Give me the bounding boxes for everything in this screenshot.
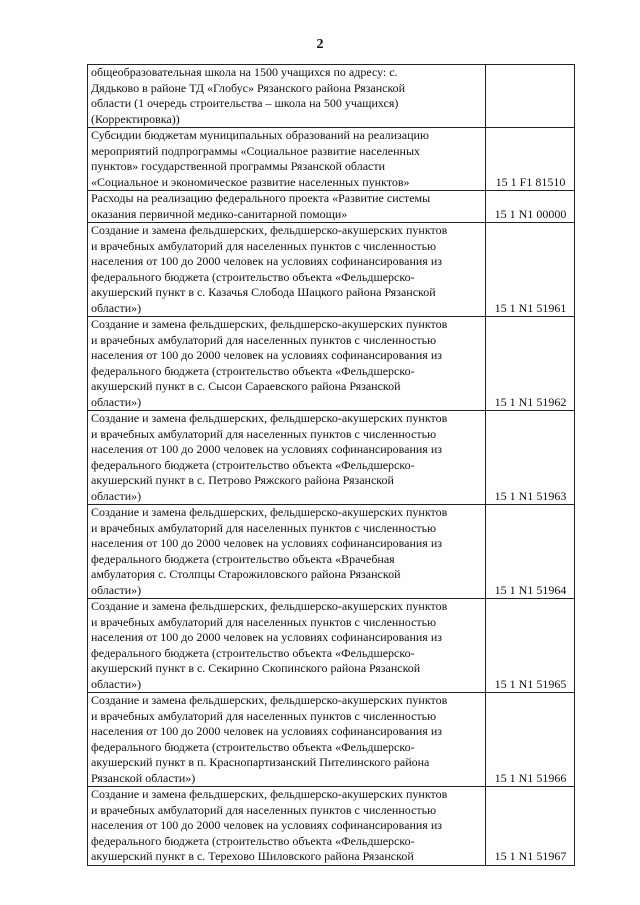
description-line: мероприятий подпрограммы «Социальное развитие населенных: [91, 143, 421, 158]
description-line: области»): [91, 582, 142, 597]
description-line: области»): [91, 676, 142, 691]
description-line: федерального бюджета (строительство объекта «Фельдшерско-: [91, 457, 415, 472]
description-line: (Корректировка)): [91, 111, 180, 126]
description-line: и врачебных амбулаторий для населенных пунктов с численностью: [91, 802, 437, 817]
description-line: населения от 100 до 2000 человек на условиях софинансирования из: [91, 630, 442, 644]
description-line: и врачебных амбулаторий для населенных пунктов с численностью: [91, 708, 437, 723]
description-line: федерального бюджета (строительство объекта «Врачебная: [91, 551, 395, 566]
description-line: Создание и замена фельдшерских, фельдшерско-акушерских пунктов: [91, 599, 448, 613]
table-row: [88, 223, 575, 317]
expense-description-cell: [88, 411, 486, 505]
description-line: Субсидии бюджетам муниципальных образований на реализацию: [91, 128, 429, 142]
description-line: акушерский пункт в с. Сысои Сараевского района Рязанской: [91, 379, 401, 393]
description-line: населения от 100 до 2000 человек на условиях софинансирования из: [91, 818, 442, 832]
budget-code-cell: 15 1 N1 51967: [486, 787, 575, 866]
budget-code-cell: [486, 65, 575, 128]
description-line: амбулатория с. Столпцы Старожиловского района Рязанской: [91, 567, 401, 581]
description-line: населения от 100 до 2000 человек на условиях софинансирования из: [91, 724, 442, 738]
description-line: Дядьково в районе ТД «Глобус» Рязанского района Рязанской: [91, 80, 406, 95]
description-line: и врачебных амбулаторий для населенных пунктов с численностью: [91, 332, 437, 347]
description-line: Расходы на реализацию федерального проекта «Развитие системы: [91, 191, 431, 205]
expense-description-cell: [88, 65, 486, 128]
description-line: Создание и замена фельдшерских, фельдшерско-акушерских пунктов: [91, 223, 448, 237]
description-line: Создание и замена фельдшерских, фельдшерско-акушерских пунктов: [91, 317, 448, 331]
budget-code-cell: 15 1 N1 51964: [486, 505, 575, 599]
description-line: акушерский пункт в с. Секирино Скопинского района Рязанской: [91, 661, 421, 675]
budget-code-cell: 15 1 N1 51961: [486, 223, 575, 317]
page-number: 2: [316, 37, 324, 52]
description-line: населения от 100 до 2000 человек на условиях софинансирования из: [91, 442, 442, 456]
description-line: федерального бюджета (строительство объекта «Фельдшерско-: [91, 269, 415, 284]
description-line: федерального бюджета (строительство объекта «Фельдшерско-: [91, 363, 415, 378]
description-line: Создание и замена фельдшерских, фельдшерско-акушерских пунктов: [91, 693, 448, 707]
expense-description-cell: [88, 787, 486, 866]
description-line: населения от 100 до 2000 человек на условиях софинансирования из: [91, 536, 442, 550]
description-line: населения от 100 до 2000 человек на условиях софинансирования из: [91, 254, 442, 268]
expense-description-cell: [88, 599, 486, 693]
description-line: акушерский пункт в с. Казачья Слобода Шацкого района Рязанской: [91, 285, 436, 299]
expense-description-cell: [88, 191, 486, 223]
description-line: и врачебных амбулаторий для населенных пунктов с численностью: [91, 614, 437, 629]
table-row: [88, 411, 575, 505]
description-line: «Социальное и экономическое развитие населенных пунктов»: [91, 174, 410, 189]
budget-code-cell: 15 1 N1 51962: [486, 317, 575, 411]
description-line: акушерский пункт в с. Терехово Шиловского района Рязанской: [91, 849, 414, 863]
budget-code-cell: 15 1 F1 81510: [486, 128, 575, 191]
description-line: акушерский пункт в п. Краснопартизанский Пителинского района: [91, 755, 430, 769]
expense-description-cell: [88, 223, 486, 317]
description-line: федерального бюджета (строительство объекта «Фельдшерско-: [91, 833, 415, 848]
table-row: [88, 128, 575, 191]
description-line: оказания первичной медико-санитарной помощи»: [91, 206, 348, 221]
table-row: [88, 599, 575, 693]
description-line: Рязанской области»): [91, 770, 196, 785]
description-line: пунктов» государственной программы Рязанской области: [91, 159, 386, 173]
table-row: [88, 65, 575, 128]
description-line: Создание и замена фельдшерских, фельдшерско-акушерских пунктов: [91, 787, 448, 801]
table-row: [88, 787, 575, 866]
description-line: области»): [91, 488, 142, 503]
table-row: [88, 505, 575, 599]
description-line: и врачебных амбулаторий для населенных пунктов с численностью: [91, 426, 437, 441]
budget-classification-table: [87, 64, 575, 866]
budget-code-cell: 15 1 N1 00000: [486, 191, 575, 223]
expense-description-cell: [88, 128, 486, 191]
expense-description-cell: [88, 317, 486, 411]
description-line: и врачебных амбулаторий для населенных пунктов с численностью: [91, 520, 437, 535]
description-line: акушерский пункт в с. Петрово Ряжского района Рязанской: [91, 473, 394, 487]
description-line: Создание и замена фельдшерских, фельдшерско-акушерских пунктов: [91, 505, 448, 519]
budget-code-cell: 15 1 N1 51963: [486, 411, 575, 505]
description-line: населения от 100 до 2000 человек на условиях софинансирования из: [91, 348, 442, 362]
table-row: [88, 191, 575, 223]
table-row: [88, 693, 575, 787]
description-line: и врачебных амбулаторий для населенных пунктов с численностью: [91, 238, 437, 253]
description-line: области»): [91, 394, 142, 409]
table-body: [88, 65, 575, 866]
expense-description-cell: [88, 693, 486, 787]
description-line: Создание и замена фельдшерских, фельдшерско-акушерских пунктов: [91, 411, 448, 425]
expense-description-cell: [88, 505, 486, 599]
description-line: общеобразовательная школа на 1500 учащихся по адресу: с.: [91, 65, 398, 79]
budget-code-cell: 15 1 N1 51966: [486, 693, 575, 787]
description-line: федерального бюджета (строительство объекта «Фельдшерско-: [91, 739, 415, 754]
description-line: области»): [91, 300, 142, 315]
budget-code-cell: 15 1 N1 51965: [486, 599, 575, 693]
description-line: области (1 очередь строительства – школа на 500 учащихся): [91, 96, 399, 110]
table-row: [88, 317, 575, 411]
description-line: федерального бюджета (строительство объекта «Фельдшерско-: [91, 645, 415, 660]
